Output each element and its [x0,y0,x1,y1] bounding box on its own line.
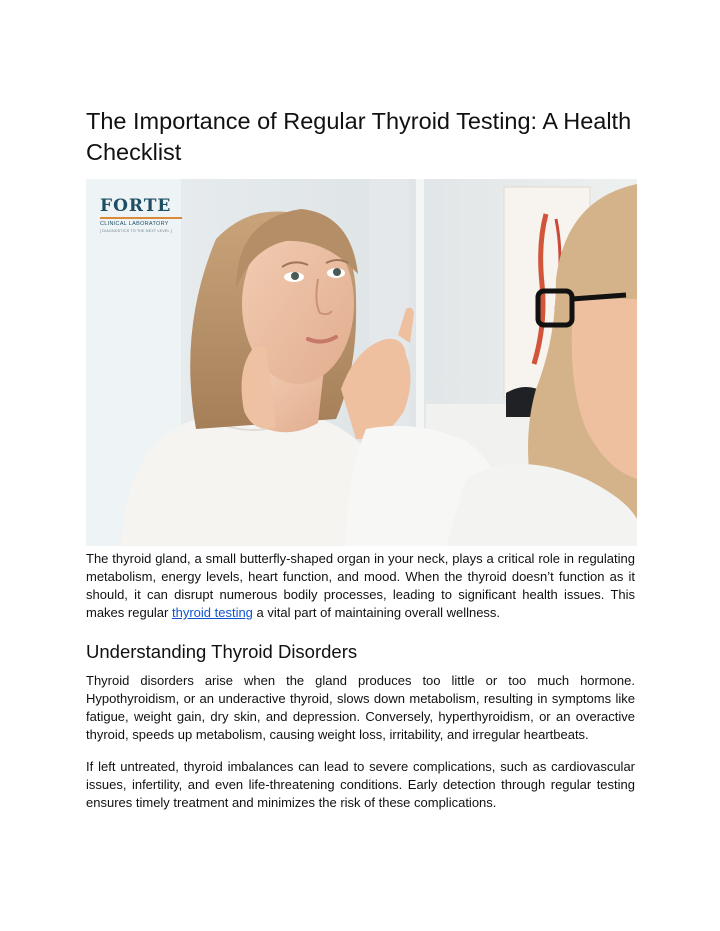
logo-tagline: [ DIAGNOSTICS TO THE NEXT LEVEL ] [100,229,172,233]
logo-name: FORTE [100,196,172,216]
intro-text-after-link: a vital part of maintaining overall wellness. [252,605,501,620]
logo-subtitle: CLINICAL LABORATORY [100,221,169,227]
hero-illustration [86,179,637,546]
intro-text-before-link: The thyroid gland, a small butterfly-shaped organ in your neck, plays a critical role in regulating metabolism, energy levels, heart function, and mood. When the thyroid doesn’t function as it should, it can disrupt numerous bodily processes, leading to significant health issues. This makes regular [86,551,635,620]
body-paragraph: Thyroid disorders arise when the gland produces too little or too much hormone. Hypothyroidism, or an underactive thyroid, slows down metabolism, resulting in symptoms like fatigue, weight gain, dry skin, and depression. Conversely, hyperthyroidism, or an overactive thyroid, speeds up metabolism, causing weight loss, irritability, and irregular heartbeats. [86,673,635,742]
section-heading: Understanding Thyroid Disorders [86,641,358,662]
hero-image [86,179,637,546]
thyroid-testing-link[interactable]: thyroid testing [171,605,253,620]
forte-logo [100,197,186,234]
body-paragraph: If left untreated, thyroid imbalances can lead to severe complications, such as cardiovascular issues, infertility, and even life-threatening conditions. Early detection through regular testing ensures timely treatment and minimizes the risk of these complications. [86,759,635,810]
logo-divider [100,217,182,219]
document-title: The Importance of Regular Thyroid Testing: A Health Checklist [86,108,632,165]
intro-paragraph [86,550,635,622]
